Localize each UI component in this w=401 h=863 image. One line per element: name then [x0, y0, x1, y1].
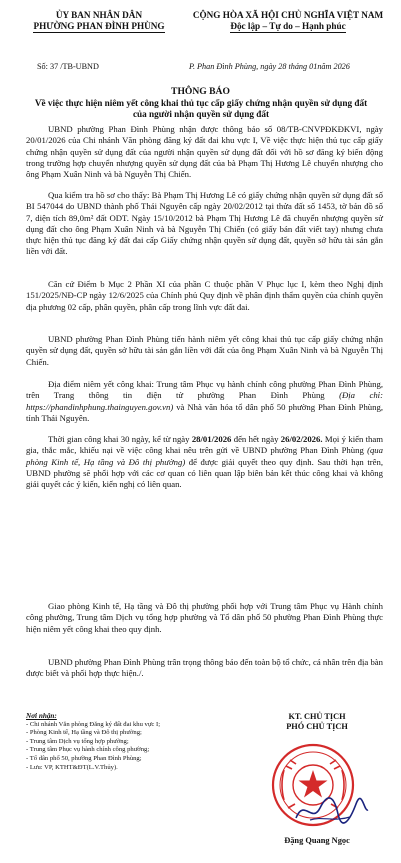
p5-address: (Địa chỉ: https://phandinhphung.thainguyen.gov.vn) — [26, 390, 383, 412]
nation-line-1: CỘNG HÒA XÃ HỘI CHỦ NGHĨA VIỆT NAM — [192, 10, 384, 20]
recipients-heading: Nơi nhận: — [26, 712, 57, 720]
recipient-item: - Lưu: VP, KTHT&ĐT(L.V.Thủy). — [26, 763, 118, 771]
recipient-item: - Trung tâm Phục vụ hành chính công phường; — [26, 746, 150, 754]
nation-line-2: Độc lập – Tự do – Hạnh phúc — [230, 21, 346, 31]
paragraph-4: UBND phường Phan Đình Phùng tiến hành niêm yết công khai thủ tục cấp giấy chứng nhận quyền sử dụng đất, quyền sở hữu tài sản gắn liền với đất của ông Phạm Xuân Ninh và bà Nguyễn Thị Chiến. — [26, 334, 383, 367]
document-title: THÔNG BÁO — [171, 86, 230, 97]
paragraph-8: UBND phường Phan Đình Phùng trân trọng thông báo đến toàn bộ tổ chức, cá nhân trên địa bàn được biết và phối hợp thực hiện./. — [26, 657, 383, 679]
p6-part-g: để được giải quyết theo quy định. Sau thời hạn trên, UBND phường sẽ phối hợp với các cơ quan có liên quan lập biên bản kết thúc công khai và không giải quyết các ý kiến, kiến nghị có liên quan. — [26, 456, 384, 490]
paragraph-2: Qua kiểm tra hồ sơ cho thấy: Bà Phạm Thị Hương Lê có giấy chứng nhận quyền sử dụng đất số BI 547044 do UBND thành phố Thái Nguyên cấp ngày 20/02/2012 tại thửa đất số 1453, tờ bản đồ số 7, diện tích 89,0m² đất ODT. Ngày 15/10/2012 bà Phạm Thị Hương Lê đã chuyển nhượng quyền sử dụng đất cho ông Phạm Xuân Ninh và bà Nguyễn Thị Chiến (có giấy bán đất viết tay) nhưng chưa thực hiện thủ tục đăng ký đất đai cấp Giấy chứng nhận quyền sử dụng đất, quyền sở hữu tài sản gắn liền với đất. — [26, 190, 383, 257]
place-date: P. Phan Đình Phùng, ngày 28 tháng 01năm 2026 — [189, 62, 350, 71]
p6-start-date: 28/01/2026 — [191, 434, 232, 444]
recipients-list — [26, 712, 216, 772]
p5-part-c: và Nhà văn hóa tổ dân phố 50 phường Phan Đình Phùng, tỉnh Thái Nguyên. — [26, 401, 383, 423]
sign-line-2: PHÓ CHỦ TỊCH — [286, 722, 348, 731]
issuing-agency — [14, 10, 184, 33]
paragraph-7: Giao phòng Kinh tế, Hạ tầng và Đô thị phường phối hợp với Trung tâm Phục vụ Hành chính công phường, Trung tâm Dịch vụ tổng hợp phường và Tổ dân phố 50 phường Phan Đình Phùng thực hiện niêm yết công khai theo quy định. — [26, 601, 383, 634]
document-number: Số: 37 /TB-UBND — [37, 62, 99, 71]
handwritten-signature-icon — [290, 790, 370, 830]
subtitle-text: Về việc thực hiện niêm yết công khai thủ tục cấp giấy chứng nhận quyền sử dụng đất của người nhận quyền sử dụng đất — [34, 98, 368, 119]
p6-part-e: Mọi ý kiến tham gia, thắc mắc, khiếu nại về việc công khai nêu trên gửi về UBND phường Phan Đình Phùng — [26, 434, 384, 456]
signer-name: Đặng Quang Ngọc — [284, 836, 350, 845]
agency-line-2: PHƯỜNG PHAN ĐÌNH PHÙNG — [33, 21, 165, 31]
p6-end-date: 26/02/2026. — [280, 434, 323, 444]
paragraph-1: UBND phường Phan Đình Phùng nhận được thông báo số 08/TB-CNVPĐKĐKVI, ngày 20/01/2026 của Chi nhánh Văn phòng đăng ký đất đai khu vực I, Về việc thực hiện thủ tục cấp giấy chứng nhận quyền sử dụng đất của người nhận quyền sử dụng đất đối với hồ sơ đăng ký biến động trong trường hợp chuyển nhượng quyền sử dụng đất của bà Phạm Thị Hương Lê chuyển nhượng cho ông Phạm Xuân Ninh và bà Nguyễn Thị Chiến. — [26, 124, 383, 180]
p6-part-c: đến hết ngày — [231, 434, 281, 444]
national-motto — [182, 10, 394, 33]
p6-part-a: Thời gian công khai 30 ngày, kể từ ngày — [48, 434, 192, 444]
recipient-item: - Tổ dân phố 50, phường Phan Đình Phùng; — [26, 754, 142, 762]
p6-department: (qua phòng Kinh tế, Hạ tầng và Đô thị phường) — [26, 445, 383, 467]
recipient-item: - Chi nhánh Văn phòng Đăng ký đất đai khu vực I; — [26, 720, 161, 728]
agency-line-1: ỦY BAN NHÂN DÂN — [55, 10, 143, 20]
recipient-item: - Trung tâm Dịch vụ tổng hợp phường; — [26, 737, 129, 745]
p5-part-a: Địa điểm niêm yết công khai: Trung tâm Phục vụ hành chính công phường Phan Đình Phùng, trên Trang thông tin điện tử phường Phan Đình Phùng — [26, 379, 383, 401]
paragraph-5 — [26, 379, 383, 424]
paragraph-6 — [26, 434, 383, 490]
paragraph-3: Căn cứ Điểm b Mục 2 Phần XI của phần C thuộc phần V Phục lục I, kèm theo Nghị định 151/2025/NĐ-CP ngày 12/6/2025 của Chính phủ Quy định về phân định thẩm quyền của chính quyền địa phương 02 cấp, phân quyền, phân cấp trong lĩnh vực đất đai. — [26, 279, 383, 312]
sign-line-1: KT. CHỦ TỊCH — [288, 712, 346, 721]
signature-block — [252, 712, 382, 732]
recipient-item: - Phòng Kinh tế, Hạ tầng và Đô thị phường; — [26, 729, 142, 737]
document-subtitle — [30, 98, 372, 120]
